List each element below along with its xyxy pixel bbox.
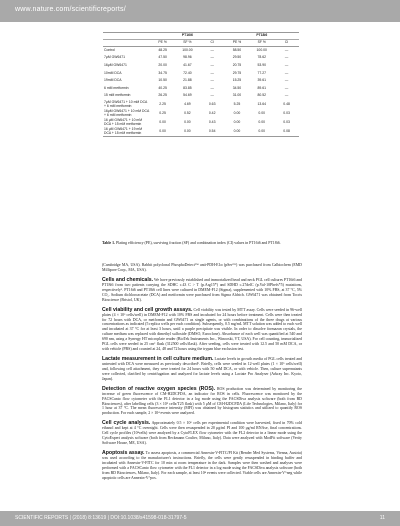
journal-url[interactable]: www.nature.com/scientificreports/ [15, 6, 126, 13]
table-cell: — [284, 47, 289, 52]
table-cell: 10.50 [158, 78, 167, 83]
table-cell: 26.25 [158, 93, 167, 98]
column-header: PE % [150, 40, 175, 47]
table-cell: — [284, 63, 289, 68]
paragraph [102, 278, 302, 303]
table-cell: 78.62 [257, 55, 266, 60]
row-label: 16 μM GW6471 + 10 mM DCA + 15 mM metformin [104, 117, 143, 126]
table-cell: — [284, 93, 289, 98]
row-label: 6 mM metformin [104, 85, 129, 90]
table-group-header [103, 33, 299, 40]
table-cell: 0.25 [159, 110, 166, 115]
section-heading: Lactate measurement in cell culture medium. [102, 356, 214, 363]
group-header-pt16i6: PT16i6 [150, 33, 224, 40]
paragraph [102, 387, 302, 416]
section-heading: Apoptosis assay. [102, 450, 145, 457]
table-cell: 0.00 [159, 119, 166, 124]
table-cell: — [210, 63, 214, 68]
table-cell: 0.54 [200, 127, 225, 137]
table-row [103, 55, 299, 63]
column-header: CI [274, 40, 299, 47]
paragraph-text: We have previously established and immortalized head and neck PGL cell cultures PT16i6 and PT18i6 from two patients carrying the SDHC c.43 C > T (p.Arg15*) and SDHD c.27delC (p.Val-10Phefs*5) mutations, respectively⁹. PT16i6 and PT18i6 cell lines were cultured in DMEM-F12 (Sigma), supplemented with 10% FBS, at 37 °C, 5% CO₂. Sodium dichloroacetate (DCA) and metformin were purchased from Sigma Aldrich. GW6471 was obtained from Tocris Bioscience (Bristol, UK). [102, 278, 303, 302]
group-header-pt18i6: PT18i6 [225, 33, 299, 40]
table-row [103, 109, 299, 118]
table-cell: 31.00 [232, 93, 242, 98]
table-cell: 2.25 [159, 101, 166, 106]
paragraph-text: (Cambridge MA, USA). Rabbit polyclonal PhosphoDetect™ anti-PDH-E1α (pSer²⁹³) was purchased from Calbiochem (EMD Millipore Corp., MA, USA). [102, 263, 302, 272]
table-cell: 0.00 [258, 110, 266, 115]
section-heading: Cell cycle analysis. [102, 420, 151, 427]
table-cell: 29.75 [232, 70, 242, 75]
table-cell: 58.50 [232, 47, 242, 52]
table-1 [103, 32, 299, 137]
row-label: 19mM DCA [104, 78, 122, 83]
table-cell: — [284, 85, 289, 90]
caption-label: Table 1. [102, 241, 116, 245]
column-header: SF % [249, 40, 274, 47]
table-cell: — [210, 47, 214, 52]
table-cell: — [210, 55, 214, 60]
paragraph [102, 357, 302, 382]
table-cell: 40.25 [158, 85, 167, 90]
table-cell: 53.90 [257, 63, 266, 68]
table-cell: 39.61 [257, 78, 266, 83]
column-header: SF % [175, 40, 200, 47]
table-cell: 21.88 [183, 78, 192, 83]
table-cell: 5.25 [233, 101, 241, 106]
table-cell: 0.00 [184, 119, 191, 124]
table-cell: 41.67 [183, 63, 192, 68]
section-heading: Cells and chemicals. [102, 277, 154, 283]
table-cell: 0.00 [233, 119, 241, 124]
table-row [103, 127, 299, 137]
row-label: 7μM GW6471 + 10 mM DCA + 6 mM metformin [104, 99, 148, 108]
row-label: 10mM DCA [104, 70, 122, 75]
empty-label-cell [103, 40, 150, 47]
paragraph-text: Approximately 0.5 × 10⁶ cells per experimental condition were harvested, fixed in 70% cold ethanol and kept at 4 °C overnight. Cells were then resuspended in 20 μg/ml PI and 100 μg/ml RNAse, final concentrations. Cell cycle profiles (10⁴cells) were analyzed by a CytoFLEX flow cytometer with the FL2 detector in a linear mode using the CytoExpert analysis software (both from Beckmann Coulter, Milano, Italy). Data were analyzed with ModFit software (Verity Software House, ME, USA). [102, 421, 302, 446]
table-cell: 54.69 [183, 93, 192, 98]
row-label: 7μM GW6471 [104, 55, 125, 60]
table-row [103, 118, 299, 127]
table-cell: 100.00 [256, 47, 267, 52]
table-cell: 89.61 [257, 85, 266, 90]
paragraph [102, 451, 302, 480]
table-cell: 20.75 [232, 63, 242, 68]
table-cell: 0.63 [208, 101, 216, 106]
table-cell: 0.00 [249, 127, 274, 137]
header-bar [0, 0, 400, 22]
row-label: 16μM GW6471 + 10 mM DCA + 6 mM metformin [104, 108, 150, 117]
table-cell: — [210, 78, 214, 83]
table-cell: 0.00 [150, 127, 175, 137]
table-cell: 47.50 [158, 55, 167, 60]
table-cell: 20.00 [158, 63, 167, 68]
table-row [103, 47, 299, 55]
table-cell: 98.96 [183, 55, 192, 60]
column-header: PE % [225, 40, 250, 47]
table-row [103, 85, 299, 93]
table-cell: 0.43 [208, 119, 216, 124]
table-cell: 48.25 [158, 47, 167, 52]
table-cell: 29.50 [232, 55, 242, 60]
paragraph-text: Lactate levels in growth media of PGL cells treated and untreated with DCA were measured as previously described⁹. Briefly, cells were seeded in 12-well plates (1 × 10⁵ cells/well) and, following cell attachment, they were treated for 24 hours with 50 mM DCA, or with vehicle. Then, culture supernatants were collected, clarified by centrifugation and analyzed for lactate levels using a Lactate Pro Analyser (Arkray Inc. Kyoto, Japan). [102, 357, 302, 381]
paragraph-text: ROS production was determined by monitoring the increase of green fluorescence of CM-H2DCFDA, an indicator for ROS in cells. Fluorescence was monitored by the FACSCanto flow cytometer with the FL1 detector in a log mode using the FACSDiva analysis software (both from BD Biosciences), after labelling cells (3 × 10⁵ cells/T25 flask) with 5 μM of CM-H2DCFDA (Life Technologies, Milano, Italy) for 1 hour at 37 °C. The mean fluorescence intensity (MFI) was obtained by histogram statistics and utilized to quantify ROS production. For each sample, 2 × 10⁴ events were analyzed. [102, 386, 302, 416]
table-cell: — [210, 70, 214, 75]
paragraph [102, 263, 302, 273]
row-label: 16μM GW6471 [104, 63, 127, 68]
paragraph-text: Cell viability was tested by MTT assay. Cells were seeded in 96-well plates (4 × 10³ cells/well) in DMEM-F12 with 10% FBS and incubated for 24 hours before treatment. Cells were then treated for 72 hours with DCA, or metformin and GW6471 as single agents, or with combinations of the three drugs at various concentrations as indicated (5 replica wells per each condition). Subsequently, 0.5 mg/mL MTT solution was added to each well and incubated at 37 °C for at least 3 hours, until a purple precipitate was visible. In order to dissolve formazan crystals, the culture medium was replaced with dimethyl sulfoxide (DMSO, Euroclone). Absorbance of each well was quantified at 540 and 690 nm, using a Synergy HT microplate reader (BioTek Instruments Inc., Winooski, VT, USA). For cell counting, immortalized PGL cells were seeded in 25 cm² flask (312500 cells/flask). After seeding, cells were treated with 12.5 and 50 mM DCA, or with vehicle (PBS) and counted at 24, 48 and 72 hours using the trypan blue exclusion test. [102, 307, 302, 351]
table-cell: 83.85 [183, 85, 192, 90]
article-body [102, 263, 302, 486]
table-column-header [103, 40, 299, 47]
empty-corner-cell [103, 33, 150, 40]
table-cell: 77.27 [257, 70, 266, 75]
column-header: CI [200, 40, 225, 47]
table-cell: 4.69 [184, 101, 191, 106]
table-cell: — [284, 78, 289, 83]
table-cell: — [210, 93, 214, 98]
table-row [103, 77, 299, 85]
table-cell: 80.52 [257, 93, 266, 98]
table-row [103, 70, 299, 78]
table-cell: 0.00 [233, 110, 241, 115]
table-cell: — [284, 70, 289, 75]
row-label: Control [104, 47, 115, 52]
table-cell: — [210, 85, 214, 90]
table-cell: 15.25 [232, 78, 242, 83]
section-heading: Detection of reactive oxygen species (ROS). [102, 385, 216, 392]
table-cell: — [284, 55, 289, 60]
table-cell: 0.00 [225, 127, 250, 137]
row-label: 16 μM GW6471 + 19 mM DCA + 15 mM metformin [103, 127, 150, 137]
table-cell: 0.00 [175, 127, 200, 137]
table-caption [102, 241, 302, 246]
page-number: 11 [379, 515, 385, 521]
table-cell: 0.03 [283, 110, 290, 115]
data-table [103, 32, 299, 137]
table-cell: 0.48 [283, 101, 290, 106]
table-cell: 0.42 [208, 110, 216, 115]
table-cell: 72.40 [183, 70, 192, 75]
paragraph [102, 421, 302, 446]
table-cell: 34.75 [158, 70, 167, 75]
footer-bar [0, 511, 400, 526]
caption-text: Plating efficiency (PE), surviving fraction (SF) and combination index (CI) values in PT16i6 and PT18i6. [116, 241, 281, 245]
citation: SCIENTIFIC REPORTS | (2018) 8:13619 | DOI:10.1038/s41598-018-31797-5 [15, 515, 187, 521]
section-heading: Cell viability and cell growth assays. [102, 306, 193, 313]
table-cell: 13.64 [257, 101, 266, 106]
row-label: 15 mM metformin [104, 93, 131, 98]
paragraph-text: To assess apoptosis, a commercial Annexin-V-FITC/PI Kit (Bender Med Systems, Vienna, Austria) was used according to the manufacturer's instructions. Briefly, the cells were gently resuspended in binding buffer and incubated with Annexin-V-FITC for 10 min at room temperature in the dark. Samples were then washed and analyses were performed with a FACSCanto flow cytometer with the FL1 detector in a log mode using the FACSDiva analysis software (both from BD Biosciences, Milano, Italy). For each sample, at least 10⁴ events were collected. Viable cells are Annexin-V^neg while apoptotic cells are Annexin-V^pos. [102, 451, 302, 480]
table-cell: 0.03 [283, 119, 290, 124]
table-cell: 34.50 [232, 85, 242, 90]
table-row [103, 100, 299, 109]
paragraph [102, 308, 302, 352]
table-row [103, 62, 299, 70]
table-cell: 100.00 [182, 47, 193, 52]
table-cell: 0.52 [184, 110, 191, 115]
table-cell: 0.08 [274, 127, 299, 137]
table-cell: 0.00 [258, 119, 266, 124]
